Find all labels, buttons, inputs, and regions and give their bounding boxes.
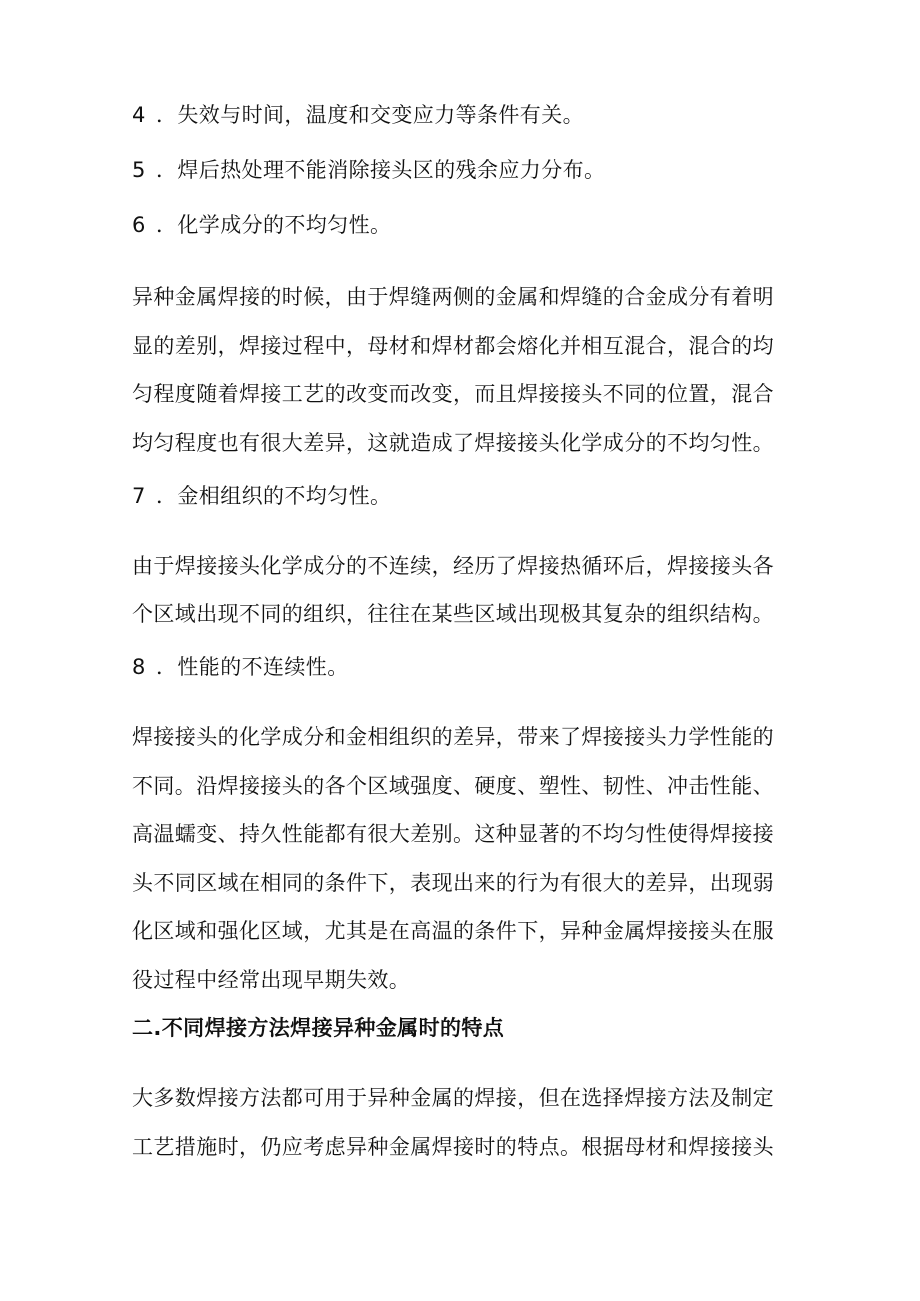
paragraph-line: 均匀程度也有很大差异，这就造成了焊接接头化学成分的不均匀性。 xyxy=(132,431,774,455)
list-item-number: 5 xyxy=(132,158,146,182)
section-heading: 二.不同焊接方法焊接异种金属时的特点 xyxy=(132,1016,505,1040)
paragraph-line: 异种金属焊接的时候，由于焊缝两侧的金属和焊缝的合金成分有着明 xyxy=(132,285,774,309)
paragraph-line: 显的差别，焊接过程中，母材和焊材都会熔化并相互混合，混合的均 xyxy=(132,334,774,358)
list-item-text: ．焊后热处理不能消除接头区的残余应力分布。 xyxy=(156,158,606,182)
list-item-text: ．性能的不连续性。 xyxy=(156,655,349,679)
list-item-text: ．金相组织的不均匀性。 xyxy=(156,484,392,508)
list-item-7 xyxy=(132,481,391,511)
list-item-4 xyxy=(132,100,584,130)
paragraph-line: 匀程度随着焊接工艺的改变而改变，而且焊接接头不同的位置，混合 xyxy=(132,382,774,406)
list-item-6 xyxy=(132,210,391,240)
paragraph-line: 高温蠕变、持久性能都有很大差别。这种显著的不均匀性使得焊接接 xyxy=(132,822,774,846)
list-item-text: ．失效与时间，温度和交变应力等条件有关。 xyxy=(156,103,584,127)
paragraph-line: 由于焊接接头化学成分的不连续，经历了焊接热循环后，焊接接头各 xyxy=(132,554,774,578)
list-item-5 xyxy=(132,155,605,185)
list-item-8 xyxy=(132,652,349,682)
paragraph-line: 个区域出现不同的组织，往往在某些区域出现极其复杂的组织结构。 xyxy=(132,602,774,626)
paragraph-line: 焊接接头的化学成分和金相组织的差异，带来了焊接接头力学性能的 xyxy=(132,725,774,749)
paragraph-line: 役过程中经常出现早期失效。 xyxy=(132,968,411,992)
paragraph-line: 大多数焊接方法都可用于异种金属的焊接，但在选择焊接方法及制定 xyxy=(132,1086,774,1110)
list-item-number: 4 xyxy=(132,103,146,127)
list-item-number: 8 xyxy=(132,655,146,679)
list-item-number: 6 xyxy=(132,213,146,237)
paragraph-line: 工艺措施时，仍应考虑异种金属焊接时的特点。根据母材和焊接接头 xyxy=(132,1135,774,1159)
paragraph-line: 不同。沿焊接接头的各个区域强度、硬度、塑性、韧性、冲击性能、 xyxy=(132,774,774,798)
paragraph-line: 头不同区域在相同的条件下，表现出来的行为有很大的差异，出现弱 xyxy=(132,871,774,895)
paragraph-line: 化区域和强化区域，尤其是在高温的条件下，异种金属焊接接头在服 xyxy=(132,919,774,943)
list-item-number: 7 xyxy=(132,484,146,508)
list-item-text: ．化学成分的不均匀性。 xyxy=(156,213,392,237)
